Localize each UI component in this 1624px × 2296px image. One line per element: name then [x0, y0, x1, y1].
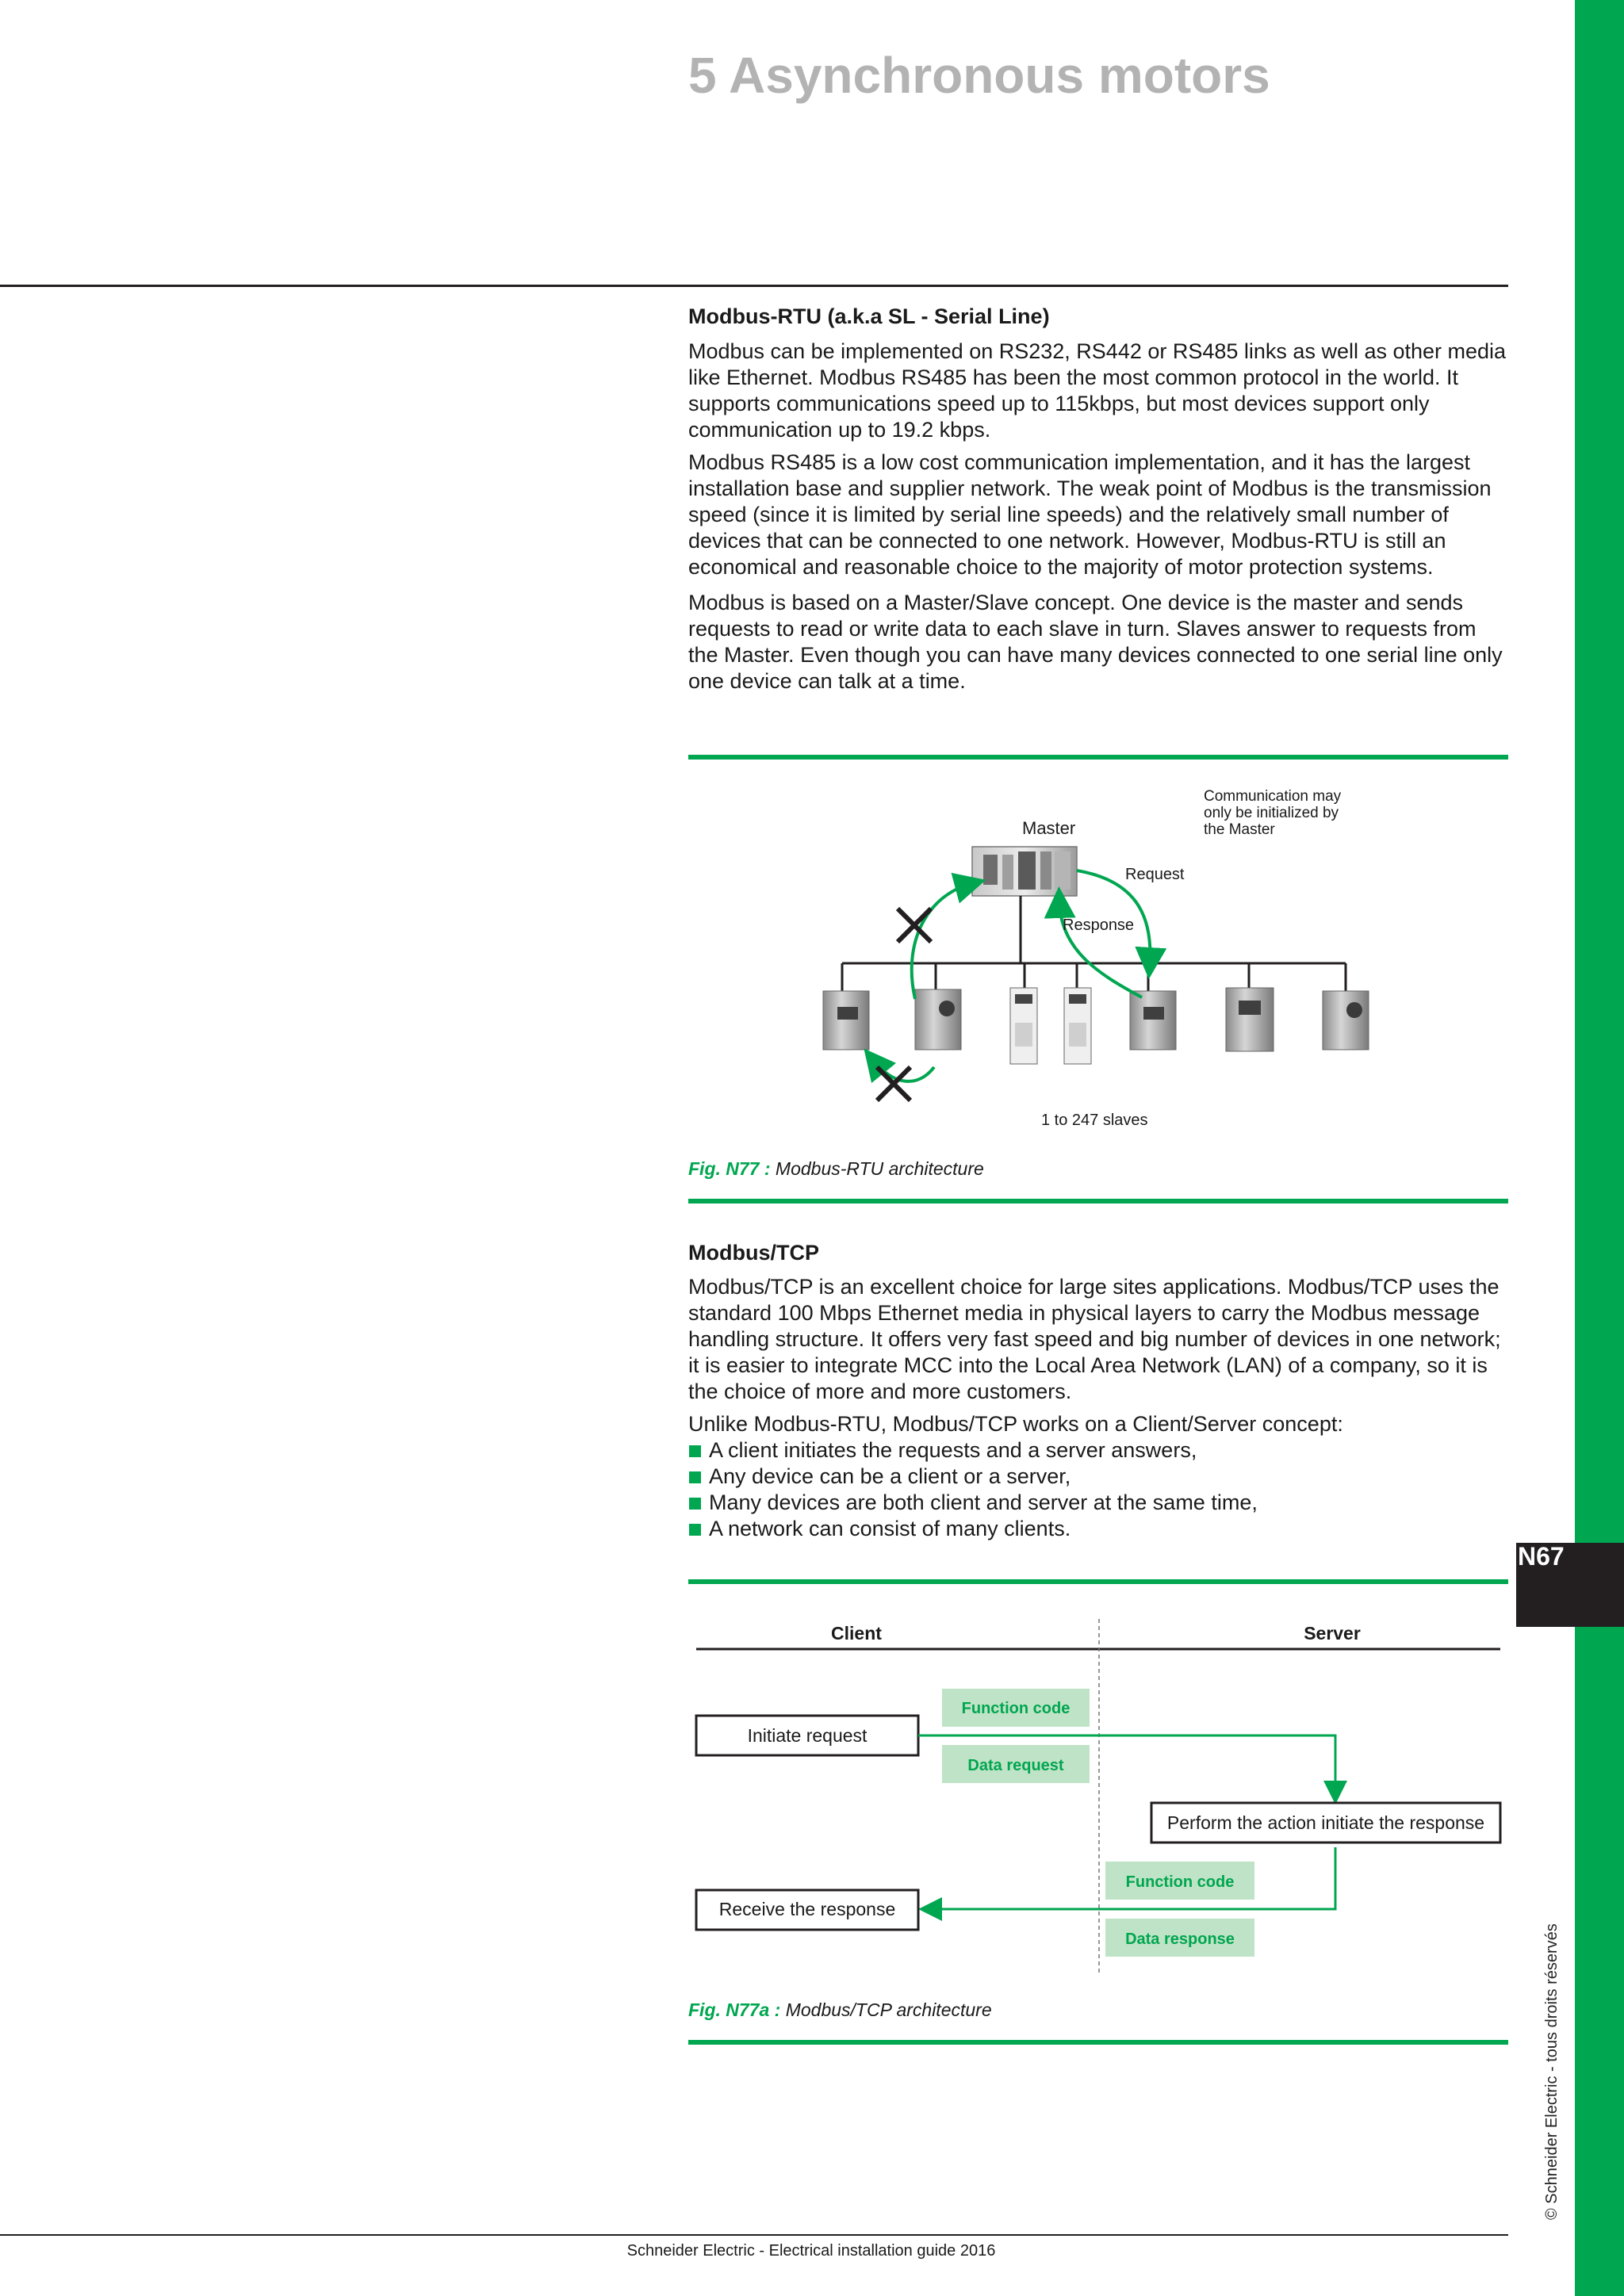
footer-text: Schneider Electric - Electrical installation guide 2016	[626, 2242, 996, 2260]
slave-device-3	[1010, 988, 1037, 1064]
modbus-rtu-diagram	[688, 761, 1513, 1181]
master-plc-image	[972, 847, 1077, 896]
page-number-tab	[1516, 1543, 1624, 1627]
bullet-square-icon	[689, 1524, 701, 1536]
figure-title: Modbus-RTU architecture	[770, 1158, 984, 1179]
server-column-label: Server	[1304, 1623, 1361, 1644]
blocked-cross-icon	[898, 909, 931, 942]
bullet-list	[688, 1437, 1510, 1542]
figure-top-rule	[688, 1579, 1508, 1584]
master-label: Master	[1022, 818, 1076, 838]
slave-device-2	[915, 989, 961, 1050]
perform-action-label: Perform the action initiate the response	[1166, 1812, 1485, 1833]
slave-device-1	[823, 991, 869, 1050]
paragraph: Modbus/TCP is an excellent choice for large sites applications. Modbus/TCP uses the standard 100 Mbps Ethernet media in physical layers to carry the Modbus message handling structure. It offers very fast speed and big number of devices in one network; it is easier to integrate MCC into the Local Area Network (LAN) of a company, so it is the choice of more and more customers.	[688, 1275, 1501, 1403]
figure-bottom-rule	[688, 2040, 1508, 2045]
figure-caption	[688, 1999, 992, 2021]
section-heading-modbus-tcp: Modbus/TCP	[688, 1241, 819, 1265]
list-item: Many devices are both client and server at the same time,	[688, 1490, 1510, 1516]
request-label: Request	[1125, 866, 1185, 883]
chapter-title: 5 Asynchronous motors	[688, 47, 1270, 104]
section-heading-modbus-rtu: Modbus-RTU (a.k.a SL - Serial Line)	[688, 304, 1050, 328]
response-label: Response	[1063, 916, 1135, 934]
bullet-square-icon	[689, 1445, 701, 1457]
page-footer	[0, 2242, 1624, 2260]
slave-device-7	[1323, 991, 1369, 1050]
figure-title: Modbus/TCP architecture	[780, 1999, 992, 2020]
slave-device-5	[1130, 991, 1176, 1050]
client-column-label: Client	[831, 1623, 882, 1644]
bullet-square-icon	[689, 1498, 701, 1510]
slave-device-6	[1226, 988, 1274, 1051]
header-rule	[0, 285, 1508, 287]
copyright-notice: © Schneider Electric - tous droits réservés	[1543, 1923, 1561, 2220]
list-item: A client initiates the requests and a server answers,	[688, 1437, 1510, 1464]
data-response-label: Data response	[1125, 1931, 1235, 1948]
footer-rule	[0, 2234, 1508, 2236]
data-request-label: Data request	[967, 1757, 1064, 1774]
figure-number: Fig. N77 :	[688, 1158, 771, 1179]
note-text: the Master	[1204, 821, 1275, 838]
bullet-square-icon	[689, 1471, 701, 1483]
figure-top-rule	[688, 755, 1508, 760]
page-number: N67	[1518, 1542, 1565, 1571]
function-code-label: Function code	[1125, 1873, 1235, 1891]
blocked-arrow	[912, 884, 971, 999]
slaves-count-label: 1 to 247 slaves	[1041, 1112, 1148, 1129]
side-color-band	[1575, 0, 1624, 2296]
paragraph: Modbus can be implemented on RS232, RS442 or RS485 links as well as other media like Ethernet. Modbus RS485 has been the most common protocol in the world. It supports communications speed up to 115kbps, but most devices support only communication up to 19.2 kbps.	[688, 339, 1507, 442]
blocked-cross-icon	[877, 1067, 910, 1100]
paragraph: Modbus is based on a Master/Slave concept. One device is the master and sends requests to read or write data to each slave in turn. Slaves answer to requests from the Master. Even though you can have many devices connected to one serial line only one device can talk at a time.	[688, 591, 1503, 693]
note-text: only be initialized by	[1204, 805, 1339, 821]
list-item: A network can consist of many clients.	[688, 1516, 1510, 1542]
modbus-tcp-diagram	[688, 1586, 1513, 1982]
function-code-label: Function code	[961, 1700, 1071, 1717]
initiate-request-label: Initiate request	[747, 1725, 868, 1746]
paragraph: Modbus RS485 is a low cost communication implementation, and it has the largest installation base and supplier network. The weak point of Modbus is the transmission speed (since it is limited by serial line speeds) and the relatively small number of devices that can be connected to one network. However, Modbus-RTU is still an economical and reasonable choice to the majority of motor protection systems.	[688, 450, 1492, 579]
note-text: Communication may	[1204, 788, 1342, 805]
figure-bottom-rule	[688, 1199, 1508, 1203]
list-item: Any device can be a client or a server,	[688, 1464, 1510, 1490]
figure-caption	[688, 1158, 984, 1180]
receive-response-label: Receive the response	[718, 1899, 896, 1919]
figure-number: Fig. N77a :	[688, 1999, 781, 2020]
paragraph: Unlike Modbus-RTU, Modbus/TCP works on a Client/Server concept:	[688, 1412, 1343, 1436]
slave-device-4	[1064, 988, 1091, 1064]
